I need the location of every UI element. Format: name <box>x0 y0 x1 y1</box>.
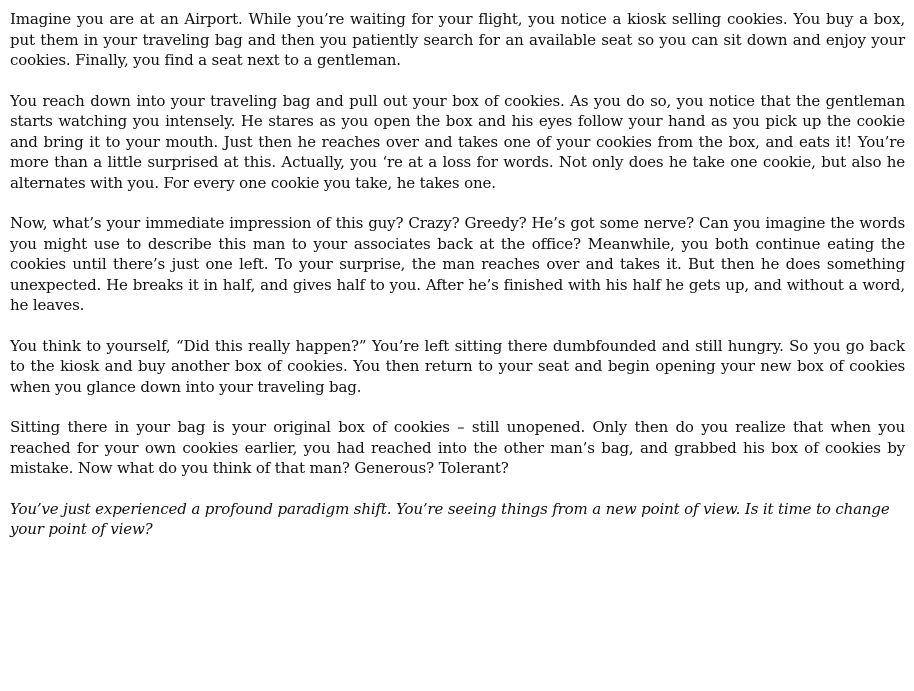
paragraph-original-box: Sitting there in your bag is your original box of cookies – still unopened. Only then do you realize that when you reached for your own cookies earlier, you had reached into the other man’s bag, and grabbed his box of cookies by mistake. Now what do you think of that man? Generous? Tolerant? <box>10 418 905 477</box>
paragraph-did-this-happen: You think to yourself, “Did this really happen?” You’re left sitting there dumbfounded and still hungry. So you go back to the kiosk and buy another box of cookies. You then return to your seat and begin opening your new box of cookies when you glance down into your traveling bag. <box>10 336 905 396</box>
paragraph-airport-kiosk: Imagine you are at an Airport. While you’re waiting for your flight, you notice a kiosk selling cookies. You buy a box, put them in your traveling bag and then you patiently search for an available seat so you can sit down and enjoy your cookies. Finally, you find a seat next to a gentleman. <box>10 10 905 69</box>
paragraph-gentleman-takes-cookie: You reach down into your traveling bag and pull out your box of cookies. As you do so, you notice that the gentleman starts watching you intensely. He stares as you open the box and his eyes follow your hand as you pick up the cookie and bring it to your mouth. Just then he reaches over and takes one of your cookies from the box, and eats it! You’re more than a little surprised at this. Actually, you ‘re at a loss for words. Not only does he take one cookie, but also he alternates with you. For every one cookie you take, he takes one. <box>10 91 905 192</box>
paragraph-impression: Now, what’s your immediate impression of this guy? Crazy? Greedy? He’s got some nerve? Can you imagine the words you might use to describe this man to your associates back at the office? Meanwhile, you both continue eating the cookies until there’s just one left. To your surprise, the man reaches over and takes it. But then he does something unexpected. He breaks it in half, and gives half to you. After he’s finished with his half he gets up, and without a word, he leaves. <box>10 214 905 314</box>
paragraph-paradigm-shift: You’ve just experienced a profound paradigm shift. You’re seeing things from a new point of view. Is it time to change your point of view? <box>10 499 890 538</box>
